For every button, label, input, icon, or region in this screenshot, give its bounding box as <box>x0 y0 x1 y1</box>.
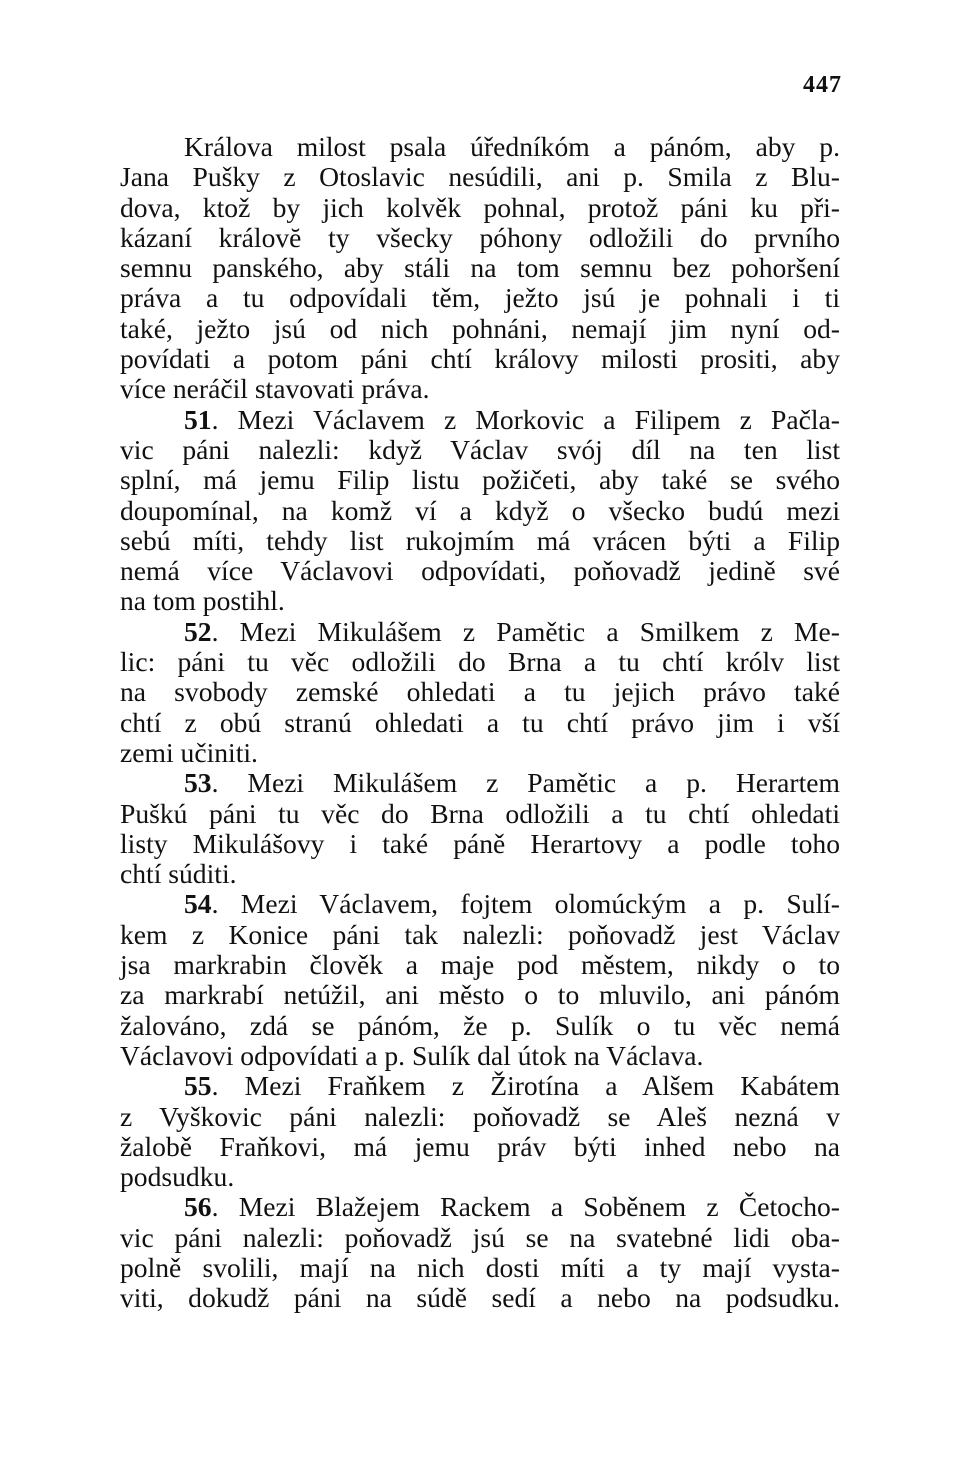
paragraph-section-51 <box>120 405 840 617</box>
text-line: sebú míti, tehdy list rukojmím má vrácen býti a Filip <box>120 524 840 556</box>
section-number: 53 <box>184 767 212 799</box>
text-line: práva a tu odpovídali těm, ježto jsú je pohnali i ti <box>120 282 840 314</box>
text-line: dova, ktož by jich kolvěk pohnal, protož páni ku při- <box>120 191 840 223</box>
text-line <box>120 1071 840 1101</box>
text-line: jsa markrabin člověk a maje pod městem, nikdy o to <box>120 949 840 981</box>
text-line-content: . Mezi Václavem, fojtem olomúckým a p. Sulí- <box>211 888 840 920</box>
text-line: vic páni nalezli: poňovadž jsú se na svatebné lidi oba- <box>120 1221 840 1253</box>
section-number: 54 <box>184 888 212 920</box>
text-line: zemi učiniti. <box>120 736 258 768</box>
document-body <box>120 132 840 1314</box>
text-line: Králova milost psala úředníkóm a pánóm, aby p. <box>184 131 840 162</box>
page-number: 447 <box>803 72 842 98</box>
text-line: nemá více Václavovi odpovídati, poňovadž jedině své <box>120 555 840 587</box>
text-line: kem z Konice páni tak nalezli: poňovadž jest Václav <box>120 918 840 950</box>
paragraph-section-53 <box>120 768 840 889</box>
paragraph-section-55 <box>120 1071 840 1192</box>
text-line: podsudku. <box>120 1161 235 1193</box>
text-line: Václavovi odpovídati a p. Sulík dal útok na Václava. <box>120 1039 704 1071</box>
section-number: 55 <box>184 1070 212 1102</box>
text-line-content: . Mezi Mikulášem z Pamětic a p. Herartem <box>211 767 840 799</box>
text-line: žalobě Fraňkovi, má jemu práv býti inhed nebo na <box>120 1130 840 1162</box>
text-line: kázaní královĕ ty všecky póhony odložili do prvního <box>120 221 840 253</box>
text-line <box>120 617 840 647</box>
text-line: splní, má jemu Filip listu požičeti, aby také se svého <box>120 464 840 496</box>
text-line: na tom postihl. <box>120 585 285 617</box>
paragraph-section-56 <box>120 1192 840 1313</box>
section-number: 51 <box>184 403 212 435</box>
text-line: chtí súditi. <box>120 858 237 890</box>
text-line: listy Mikulášovy i také páně Herartovy a podle toho <box>120 827 840 859</box>
paragraph-section-52 <box>120 617 840 768</box>
section-number: 52 <box>184 615 212 647</box>
text-line: Jana Pušky z Otoslavic nesúdili, ani p. Smila z Blu- <box>120 161 840 193</box>
text-line: povídati a potom páni chtí královy milosti prositi, aby <box>120 343 840 375</box>
text-line-content: . Mezi Fraňkem z Žirotína a Alšem Kabátem <box>211 1070 840 1102</box>
text-line: semnu panského, aby stáli na tom semnu bez pohoršení <box>120 252 840 284</box>
text-line <box>120 405 840 435</box>
text-line: lic: páni tu věc odložili do Brna a tu chtí królv list <box>120 646 840 678</box>
text-line: také, ježto jsú od nich pohnáni, nemají jim nyní od- <box>120 312 840 344</box>
text-line-content: . Mezi Blažejem Rackem a Soběnem z Četocho- <box>211 1191 840 1223</box>
text-line-content: . Mezi Václavem z Morkovic a Filipem z Pačla- <box>211 403 840 435</box>
text-line <box>120 1192 840 1222</box>
text-line: za markrabí netúžil, ani město o to mluvilo, ani pánóm <box>120 979 840 1011</box>
text-line: vic páni nalezli: když Václav svój díl na ten list <box>120 433 840 465</box>
section-number: 56 <box>184 1191 212 1223</box>
text-line <box>120 889 840 919</box>
text-line: doupomínal, na komž ví a když o všecko budú mezi <box>120 494 840 526</box>
paragraph-section-54 <box>120 889 840 1071</box>
text-line: chtí z obú stranú ohledati a tu chtí právo jim i vší <box>120 706 840 738</box>
text-line: viti, dokudž páni na súdě sedí a nebo na podsudku. <box>120 1282 840 1314</box>
text-line: na svobody zemské ohledati a tu jejich právo také <box>120 676 840 708</box>
text-line: žalováno, zdá se pánóm, že p. Sulík o tu věc nemá <box>120 1009 840 1041</box>
paragraph-intro <box>120 132 840 405</box>
text-line: polně svolili, mají na nich dosti míti a ty mají vysta- <box>120 1251 840 1283</box>
text-line: Puškú páni tu věc do Brna odložili a tu chtí ohledati <box>120 797 840 829</box>
text-line-content: . Mezi Mikulášem z Pamětic a Smilkem z Me- <box>211 615 840 647</box>
text-line <box>120 768 840 798</box>
text-line: z Vyškovic páni nalezli: poňovadž se Aleš nezná v <box>120 1100 840 1132</box>
text-line: více neráčil stavovati práva. <box>120 373 430 405</box>
